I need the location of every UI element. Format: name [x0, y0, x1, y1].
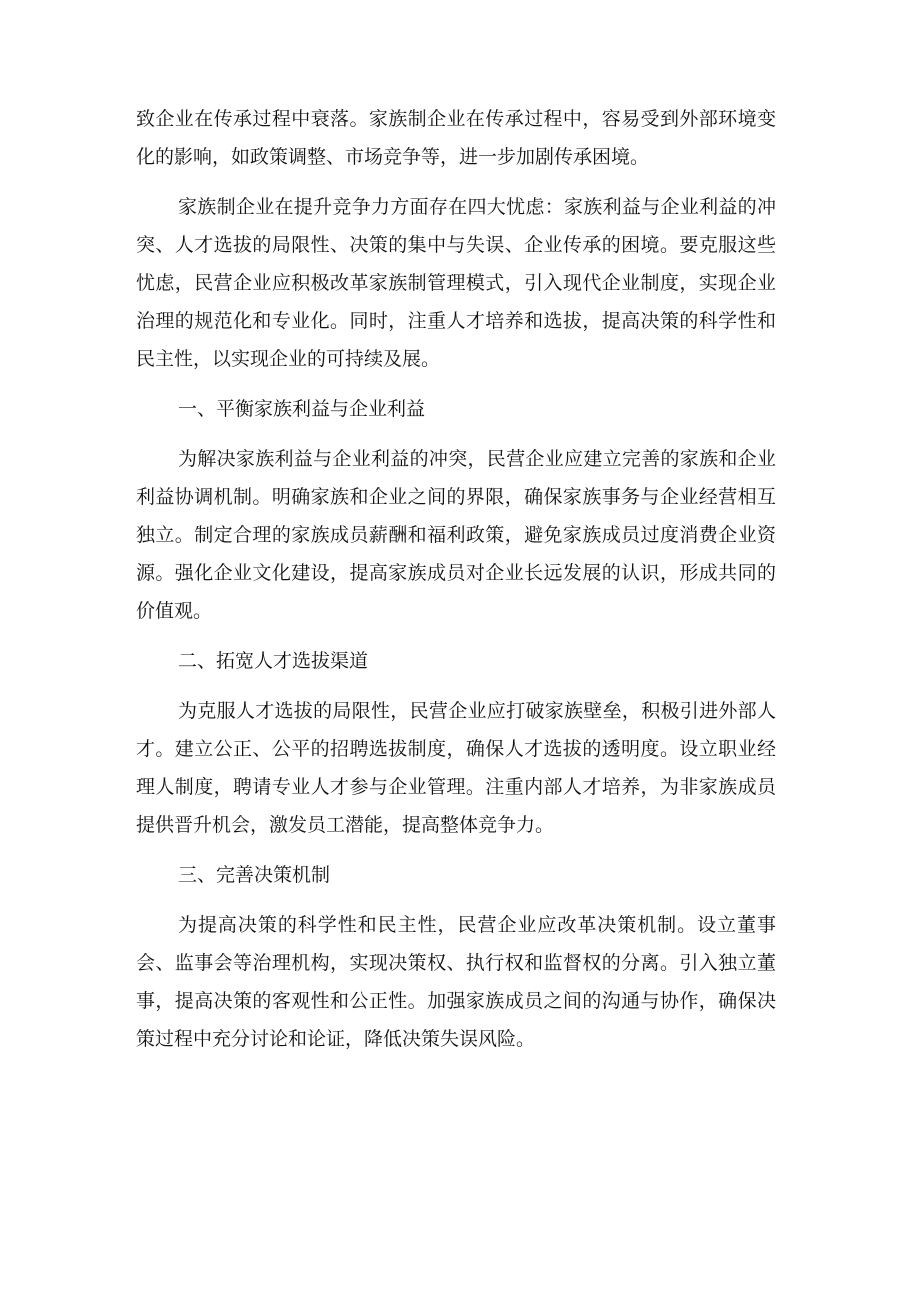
document-body [136, 100, 776, 1070]
paragraph-four-concerns: 家族制企业在提升竞争力方面存在四大忧虑：家族利益与企业利益的冲突、人才选拔的局限性、决策的集中与失误、企业传承的困境。要克服这些忧虑，民营企业应积极改革家族制管理模式，引入现代企业制度，实现企业治理的规范化和专业化。同时，注重人才培养和选拔，提高决策的科学性和民主性，以实现企业的可持续及展。 [136, 196, 776, 370]
paragraph-section-1: 为解决家族利益与企业利益的冲突，民营企业应建立完善的家族和企业利益协调机制。明确家族和企业之间的界限，确保家族事务与企业经营相互独立。制定合理的家族成员薪酬和福利政策，避免家族成员过度消费企业资源。强化企业文化建设，提高家族成员对企业长远发展的认识，形成共同的价值观。 [136, 448, 776, 622]
paragraph-section-2: 为克服人才选拔的局限性，民营企业应打破家族壁垒，积极引进外部人才。建立公正、公平的招聘选拔制度，确保人才选拔的透明度。设立职业经理人制度，聘请专业人才参与企业管理。注重内部人才培养，为非家族成员提供晋升机会，激发员工潜能，提高整体竞争力。 [136, 700, 776, 836]
section-heading-2: 二、拓宽人才选拔渠道 [178, 650, 369, 672]
section-heading-3: 三、完善决策机制 [178, 864, 331, 886]
paragraph-section-3: 为提高决策的科学性和民主性，民营企业应改革决策机制。设立董事会、监事会等治理机构，实现决策权、执行权和监督权的分离。引入独立董事，提高决策的客观性和公正性。加强家族成员之间的沟通与协作，确保决策过程中充分讨论和论证，降低决策失误风险。 [136, 914, 776, 1050]
section-heading-1: 一、平衡家族利益与企业利益 [178, 398, 426, 420]
paragraph-continued: 致企业在传承过程中衰落。家族制企业在传承过程中，容易受到外部环境变化的影响，如政策调整、市场竞争等，进一步加剧传承困境。 [136, 108, 776, 168]
